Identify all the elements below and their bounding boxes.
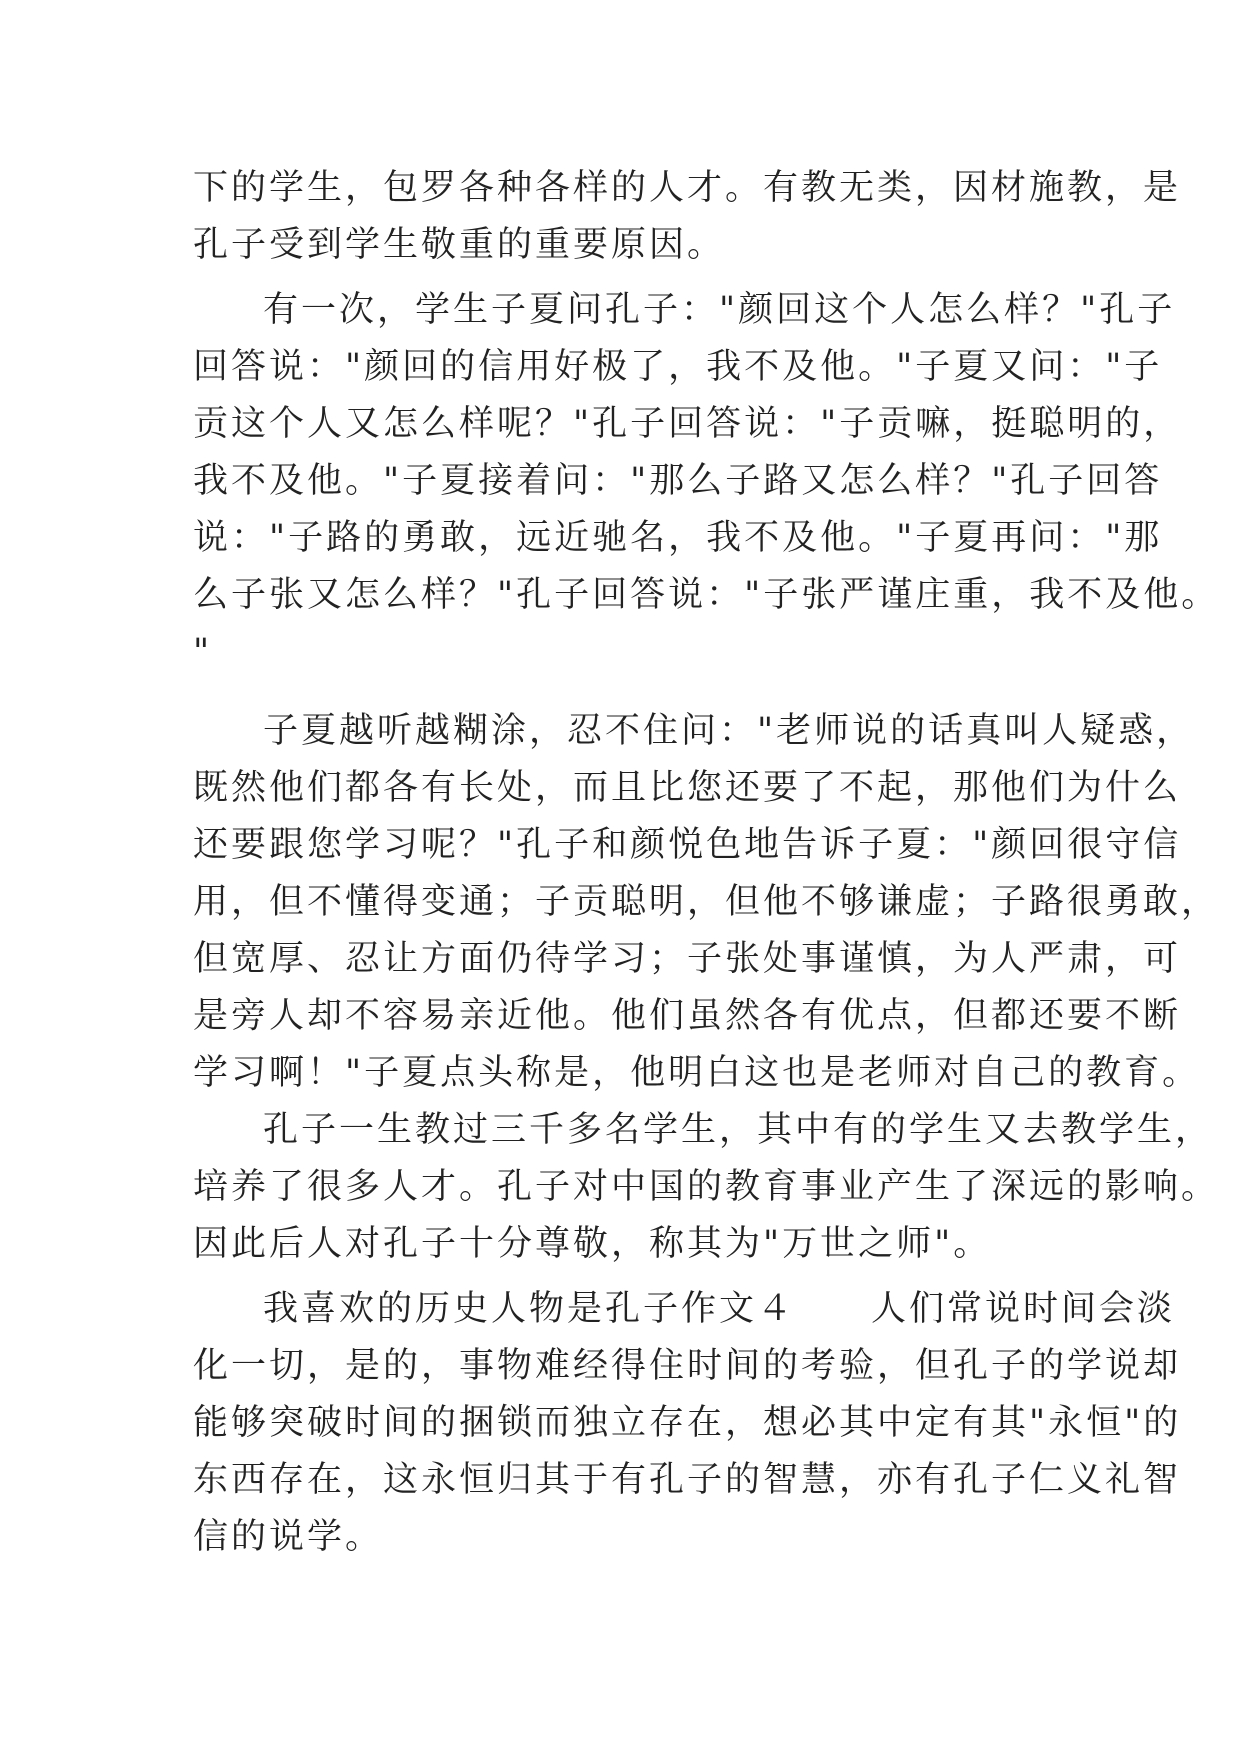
text-line: 培养了很多人才。孔子对中国的教育事业产生了深远的影响。 bbox=[193, 1167, 1220, 1207]
text-line: 孔子一生教过三千多名学生，其中有的学生又去教学生， bbox=[263, 1110, 1214, 1150]
text-line: 能够突破时间的捆锁而独立存在，想必其中定有其"永恒"的 bbox=[193, 1403, 1182, 1443]
paragraph-essay-4 bbox=[193, 1281, 1182, 1566]
text-line: 我喜欢的历史人物是孔子作文４ 人们常说时间会淡 bbox=[263, 1289, 1176, 1329]
text-line: " bbox=[193, 632, 213, 672]
text-line: 学习啊！"子夏点头称是，他明白这也是老师对自己的教育。 bbox=[193, 1053, 1201, 1093]
text-line: 但宽厚、忍让方面仍待学习；子张处事谨慎，为人严肃，可 bbox=[193, 939, 1182, 979]
text-line: 还要跟您学习呢？"孔子和颜悦色地告诉子夏："颜回很守信 bbox=[193, 825, 1182, 865]
text-line: 有一次，学生子夏问孔子："颜回这个人怎么样？"孔子 bbox=[263, 290, 1176, 330]
text-line: 回答说："颜回的信用好极了，我不及他。"子夏又问："子 bbox=[193, 347, 1163, 387]
text-line: 孔子受到学生敬重的重要原因。 bbox=[193, 225, 726, 265]
text-line: 我不及他。"子夏接着问："那么子路又怎么样？"孔子回答 bbox=[193, 461, 1163, 501]
paragraph-continuation bbox=[193, 160, 1182, 274]
text-line: 是旁人却不容易亲近他。他们虽然各有优点，但都还要不断 bbox=[193, 996, 1182, 1036]
text-line: 东西存在，这永恒归其于有孔子的智慧，亦有孔子仁义礼智 bbox=[193, 1460, 1182, 1500]
text-line: 因此后人对孔子十分尊敬，称其为"万世之师"。 bbox=[193, 1224, 992, 1264]
text-line: 下的学生，包罗各种各样的人才。有教无类，因材施教，是 bbox=[193, 168, 1182, 208]
text-line: 么子张又怎么样？"孔子回答说："子张严谨庄重，我不及他。 bbox=[193, 575, 1220, 615]
text-line: 化一切，是的，事物难经得住时间的考验，但孔子的学说却 bbox=[193, 1346, 1182, 1386]
paragraph-confusion bbox=[193, 703, 1220, 1102]
text-line: 贡这个人又怎么样呢？"孔子回答说："子贡嘛，挺聪明的， bbox=[193, 404, 1182, 444]
text-line: 说："子路的勇敢，远近驰名，我不及他。"子夏再问："那 bbox=[193, 518, 1163, 558]
paragraph-legacy bbox=[193, 1102, 1220, 1273]
text-line: 既然他们都各有长处，而且比您还要了不起，那他们为什么 bbox=[193, 768, 1182, 808]
paragraph-dialogue bbox=[193, 282, 1220, 681]
text-line: 子夏越听越糊涂，忍不住问："老师说的话真叫人疑惑， bbox=[263, 711, 1195, 751]
text-line: 用，但不懂得变通；子贡聪明，但他不够谦虚；子路很勇敢， bbox=[193, 882, 1220, 922]
document-body bbox=[193, 160, 1220, 1566]
text-line: 信的说学。 bbox=[193, 1517, 384, 1557]
